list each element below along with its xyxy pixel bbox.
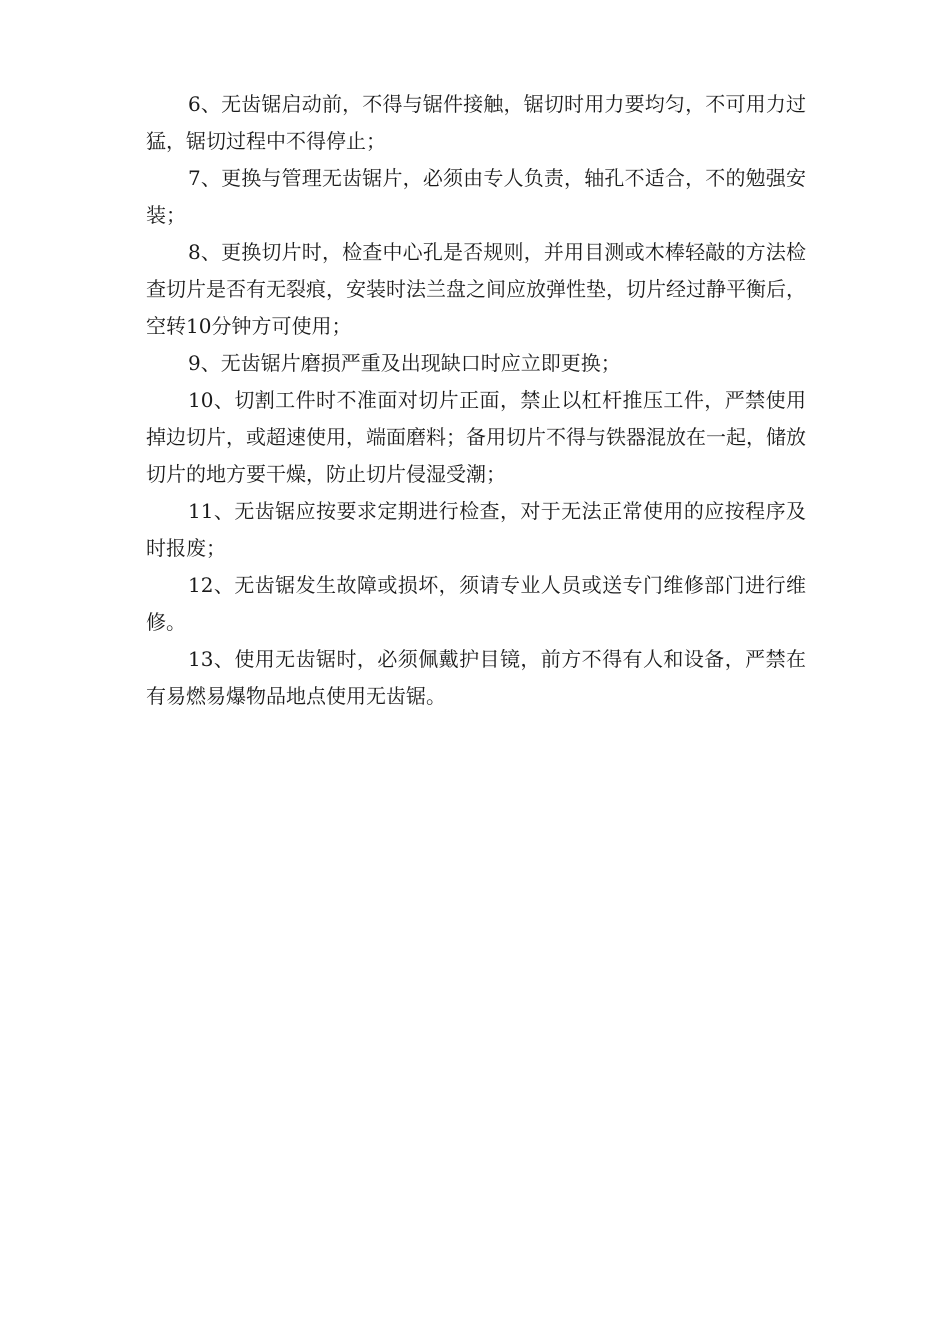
paragraph-item-13: 13、使用无齿锯时，必须佩戴护目镜，前方不得有人和设备，严禁在有易燃易爆物品地点使用无齿锯。 <box>146 647 806 708</box>
paragraph-item-10: 10、切割工件时不准面对切片正面，禁止以杠杆推压工件，严禁使用掉边切片，或超速使用，端面磨料；备用切片不得与铁器混放在一起，储放切片的地方要干燥，防止切片侵湿受潮； <box>146 388 806 486</box>
paragraph-item-11: 11、无齿锯应按要求定期进行检查，对于无法正常使用的应按程序及时报废； <box>146 499 806 560</box>
paragraph-item-8: 8、更换切片时，检查中心孔是否规则，并用目测或木棒轻敲的方法检查切片是否有无裂痕，安装时法兰盘之间应放弹性垫，切片经过静平衡后，空转10分钟方可使用； <box>146 240 806 338</box>
document-body <box>146 86 806 715</box>
paragraph-item-12: 12、无齿锯发生故障或损坏，须请专业人员或送专门维修部门进行维修。 <box>146 573 806 634</box>
paragraph-item-7: 7、更换与管理无齿锯片，必须由专人负责，轴孔不适合，不的勉强安装； <box>146 166 806 227</box>
paragraph-item-6: 6、无齿锯启动前，不得与锯件接触，锯切时用力要均匀，不可用力过猛，锯切过程中不得停止； <box>146 92 806 153</box>
paragraph-item-9: 9、无齿锯片磨损严重及出现缺口时应立即更换； <box>188 351 621 375</box>
